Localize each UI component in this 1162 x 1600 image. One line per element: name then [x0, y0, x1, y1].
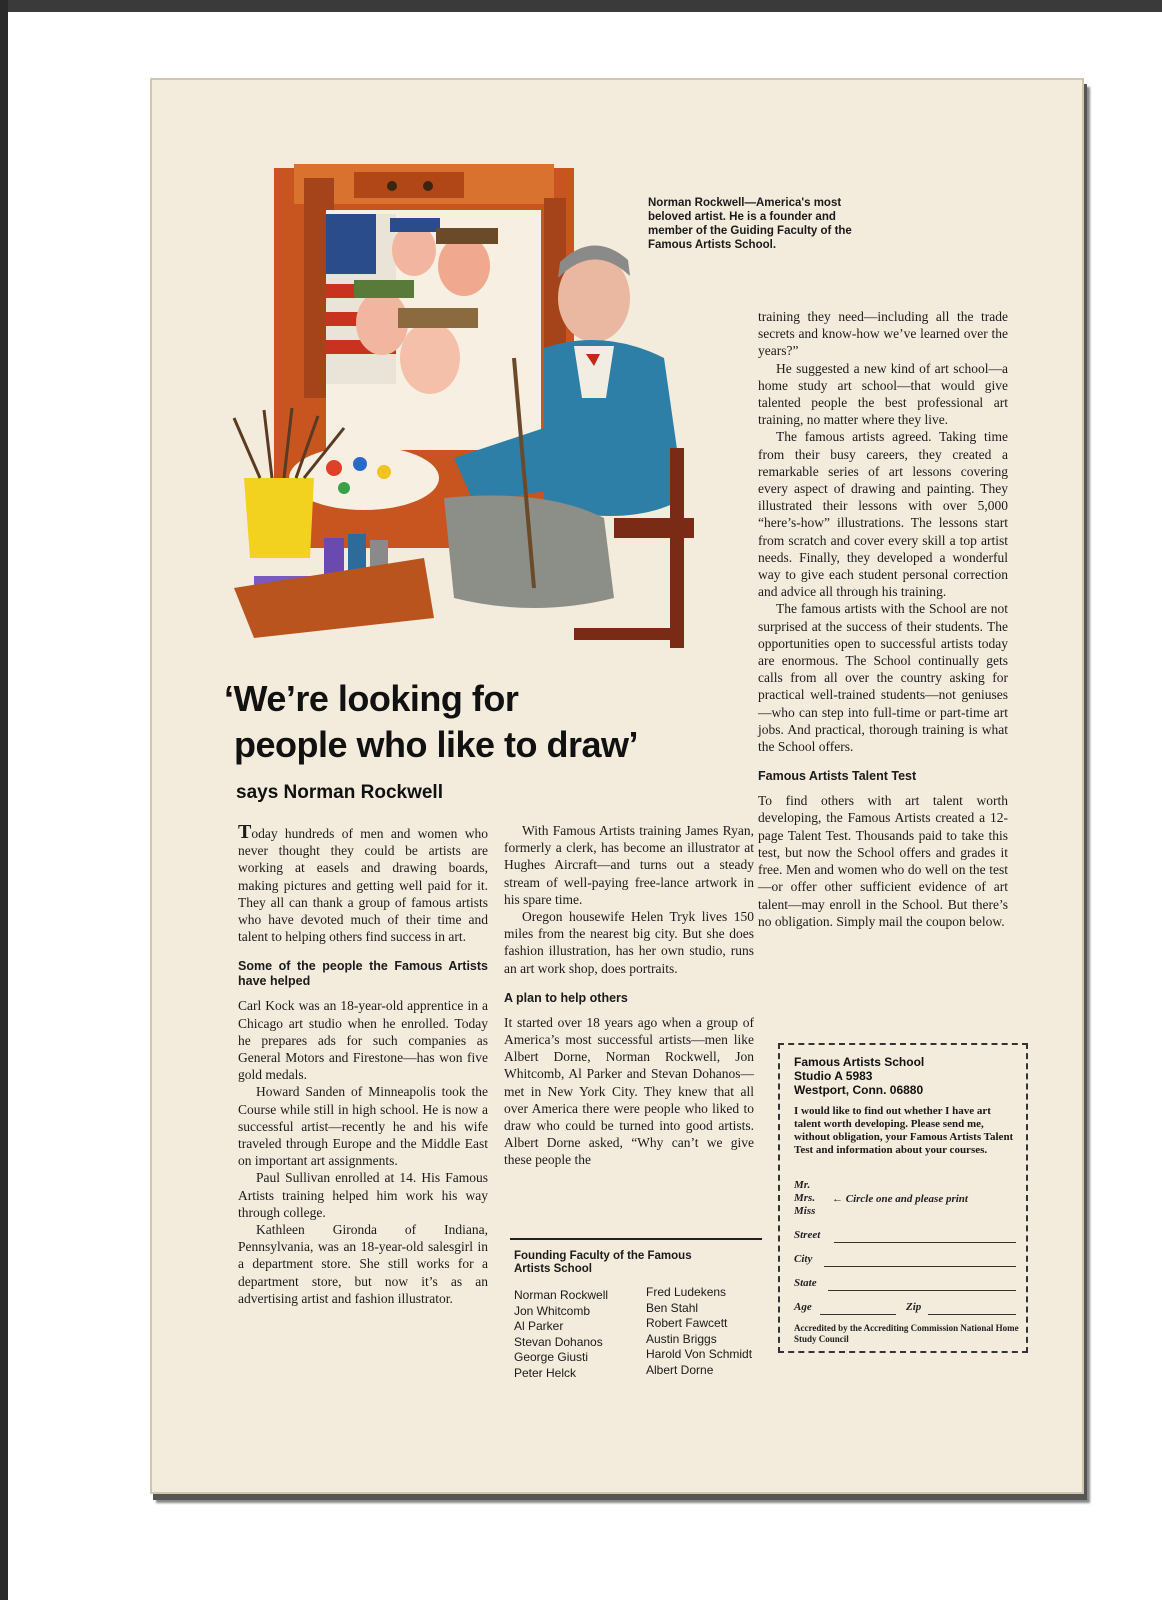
- coupon-body: I would like to find out whether I have art talent worth developing. Please send me, without obligation, your Famous Artists Talent Test and information about your courses.: [794, 1105, 1014, 1156]
- col3-paragraph-3: The famous artists agreed. Taking time from their busy careers, they created a remarkable series of art lessons covering every aspect of drawing and painting. They illustrated their lessons with over 5,000 “here’s-how” illustrations. The lessons start from scratch and cover every skill a top artist needs. Finally, they developed a wonderful way to give each student personal correction and advice all through his training.: [758, 429, 1008, 600]
- article-column-2: [504, 822, 754, 1169]
- faculty-name: Albert Dorne: [646, 1362, 714, 1377]
- faculty-name: Austin Briggs: [646, 1331, 717, 1346]
- faculty-name: Al Parker: [514, 1319, 564, 1333]
- col2-paragraph-2: Oregon housewife Helen Tryk lives 150 miles from the nearest big city. But she does fashion illustration, has her own studio, runs an art work shop, does portraits.: [504, 909, 754, 976]
- faculty-title: Founding Faculty of the Famous Artists School: [514, 1250, 692, 1275]
- faculty-name: Ben Stahl: [646, 1300, 699, 1315]
- city-line: [824, 1266, 1016, 1267]
- faculty-left-column: [514, 1288, 608, 1381]
- subheadline: says Norman Rockwell: [236, 782, 443, 803]
- scan-top-edge: [0, 0, 1162, 12]
- age-line: [820, 1314, 896, 1315]
- street-field[interactable]: Street: [794, 1229, 1016, 1245]
- zip-line: [928, 1314, 1016, 1315]
- col3-paragraph-2: He suggested a new kind of art school—a home study art school—that would give talented people the best professional art training, no matter where they live.: [758, 360, 1008, 428]
- headline: [224, 676, 704, 768]
- state-field[interactable]: State: [794, 1277, 1016, 1293]
- coupon-address: Famous Artists School Studio A 5983 Westport, Conn. 06880: [794, 1055, 925, 1097]
- illustration-caption: Norman Rockwell—America's most beloved artist. He is a founder and member of the Guiding Faculty of the Famous Artists School.: [648, 197, 852, 251]
- drop-cap: T: [238, 821, 252, 843]
- col2-paragraph-3: It started over 18 years ago when a group of America’s most successful artists—men like Albert Dorne, Norman Rockwell, Jon Whitcomb, Al Parker and Stevan Dohanos—met in New York City. They knew that all over America there were people who liked to draw who could be turned into good artists. Albert Dorne asked, “Why can’t we give these people the: [504, 1014, 754, 1168]
- col2-subheading: A plan to help others: [504, 990, 628, 1005]
- headline-line-1: ‘We’re looking for: [224, 678, 519, 719]
- faculty-name: George Giusti: [514, 1350, 589, 1364]
- faculty-name: Harold Von Schmidt: [646, 1347, 753, 1361]
- col2-paragraph-1: With Famous Artists training James Ryan, formerly a clerk, has become an illustrator at Hughes Aircraft—and turns out a steady stream of well-paying free-lance artwork in his spare time.: [504, 823, 754, 907]
- state-line: [828, 1290, 1016, 1291]
- col1-subheading: Some of the people the Famous Artists have helped: [238, 959, 488, 989]
- faculty-name: Norman Rockwell: [514, 1288, 609, 1302]
- salutation-options: Mr. Mrs. Miss: [794, 1179, 816, 1217]
- salutation-field[interactable]: [794, 1179, 1016, 1219]
- col3-paragraph-5: To find others with art talent worth developing, the Famous Artists created a 12-page Talent Test. Thousands paid to take this test, but now the School offers and grades it free. Men and women who do well on the test—or offer other sufficient evidence of art talent—may enroll in the School. But there’s no obligation. Simply mail the coupon below.: [758, 793, 1008, 929]
- age-zip-field[interactable]: Age Zip: [794, 1301, 1016, 1317]
- mail-in-coupon[interactable]: [778, 1043, 1028, 1353]
- faculty-name: Stevan Dohanos: [514, 1334, 603, 1349]
- faculty-name: Peter Helck: [514, 1365, 577, 1380]
- faculty-right-column: [646, 1285, 752, 1378]
- faculty-name: Jon Whitcomb: [514, 1303, 591, 1318]
- city-field[interactable]: City: [794, 1253, 1016, 1269]
- col3-paragraph-4: The famous artists with the School are not surprised at the success of their students. The opportunities open to successful artists today are enormous. The School continually gets calls from all over the country asking for practical well-trained students—not geniuses—who can step into full-time or part-time art jobs. And practical, thorough training is what the School offers.: [758, 601, 1008, 755]
- accreditation-note: Accredited by the Accrediting Commission National Home Study Council: [794, 1323, 1019, 1344]
- col1-paragraph-1: Today hundreds of men and women who never thought they could be artists are working at easels and drawing boards, making pictures and getting well paid for it. They all can thank a group of famous artists who have devoted much of their time and talent to helping others find success in art.: [238, 821, 488, 945]
- circle-note: ← Circle one and please print: [832, 1193, 968, 1205]
- col1-paragraph-5: Kathleen Gironda of Indiana, Pennsylvania, was an 18-year-old salesgirl in a department store. She still works for a department store, but now it’s as an advertising artist and fashion illustrator.: [238, 1222, 488, 1306]
- col3-subheading: Famous Artists Talent Test: [758, 769, 917, 784]
- scan-left-edge: [0, 0, 8, 1600]
- faculty-name: Robert Fawcett: [646, 1316, 728, 1330]
- article-column-3: [758, 308, 1008, 930]
- article-column-1: [238, 821, 488, 1307]
- magazine-page: [150, 78, 1084, 1494]
- street-line: [834, 1242, 1016, 1243]
- col1-paragraph-4: Paul Sullivan enrolled at 14. His Famous Artists training helped him work his way through college.: [238, 1170, 488, 1220]
- faculty-name: Fred Ludekens: [646, 1285, 727, 1299]
- faculty-divider: [510, 1238, 762, 1240]
- col3-paragraph-1: training they need—including all the trade secrets and know-how we’ve learned over the years?”: [758, 309, 1008, 359]
- col1-paragraph-2: Carl Kock was an 18-year-old apprentice in a Chicago art studio when he enrolled. Today he prepares ads for such companies as General Motors and Firestone—has won five gold medals.: [238, 998, 488, 1083]
- headline-line-2: people who like to draw’: [234, 724, 639, 765]
- col1-paragraph-3: Howard Sanden of Minneapolis took the Course while still in high school. He is now a successful artist—recently he and his wife traveled through Europe and the Middle East on important art assignments.: [238, 1084, 488, 1169]
